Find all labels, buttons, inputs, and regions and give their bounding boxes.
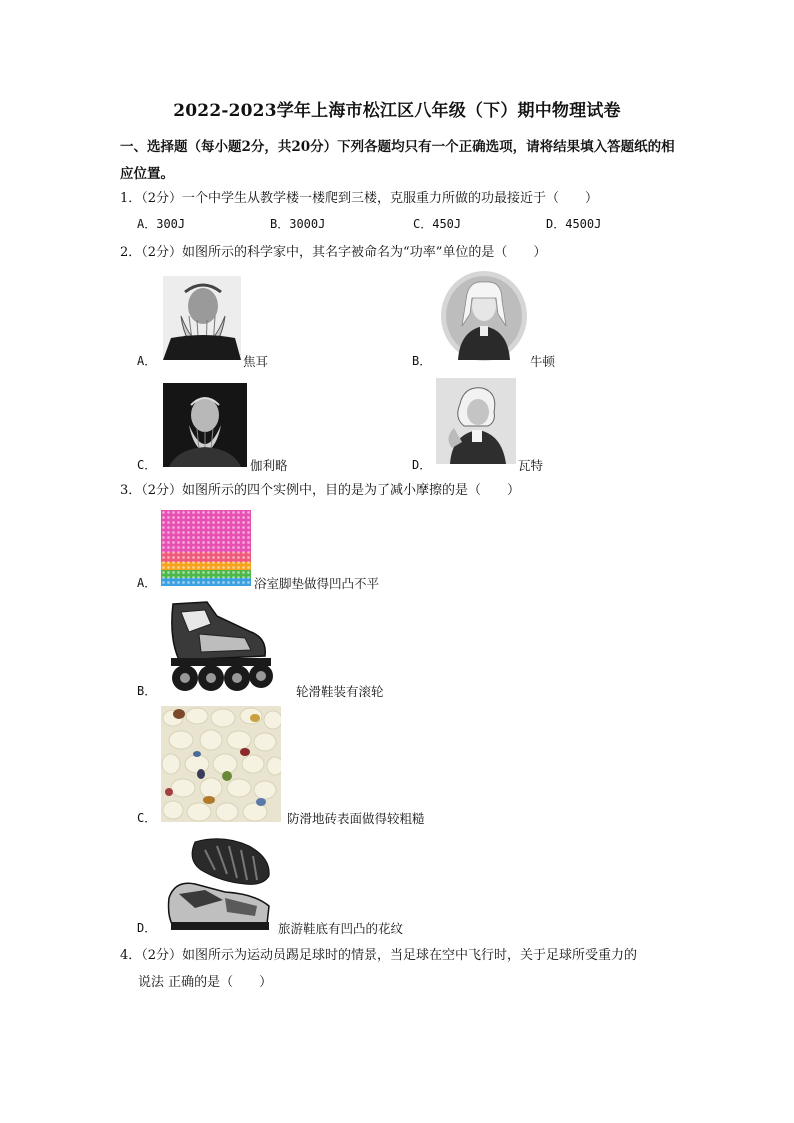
q3-label-a[interactable]: A． [137,576,157,590]
scientist-watt-portrait [436,378,516,464]
scientist-galileo-portrait [163,383,247,467]
q3-caption-b: 轮滑鞋装有滚轮 [296,684,384,699]
q1-option-b[interactable]: B．3000J [270,217,326,231]
q2-caption-b: 牛顿 [530,354,556,369]
roller-skate-image [159,598,277,696]
sneaker-sole-image [165,836,273,936]
q2-caption-a: 焦耳 [243,354,269,369]
q1-option-a[interactable]: A．300J [137,217,186,231]
question-2-stem: 2．（2分）如图所示的科学家中，其名字被命名为“功率”单位的是（ ） [120,245,547,260]
question-4-stem-line2: 说法 正确的是（ ） [138,975,273,990]
question-1-stem: 1．（2分）一个中学生从教学楼一楼爬到三楼，克服重力所做的功最接近于（ ） [120,191,599,206]
page-title: 2022-2023学年上海市松江区八年级（下）期中物理试卷 [173,101,621,121]
section-heading: 一、选择题（每小题2分，共20分）下列各题均只有一个正确选项，请将结果填入答题纸的相应位置。 [120,139,675,182]
q3-label-c[interactable]: C． [137,811,157,825]
question-4-stem-line1: 4．（2分）如图所示为运动员踢足球时的情景，当足球在空中飞行时，关于足球所受重力的 [120,948,638,963]
q3-caption-a: 浴室脚垫做得凹凸不平 [254,576,380,591]
scientist-joule-portrait [163,276,241,360]
scientist-newton-portrait [440,270,528,362]
q2-caption-c: 伽利略 [250,458,288,473]
q3-caption-d: 旅游鞋底有凹凸的花纹 [278,921,404,936]
q3-label-d[interactable]: D． [137,921,157,935]
q2-label-b[interactable]: B． [412,354,432,368]
anti-slip-tile-image [161,706,281,822]
q3-label-b[interactable]: B． [137,684,157,698]
q2-caption-d: 瓦特 [518,458,544,473]
question-3-stem: 3．（2分）如图所示的四个实例中，目的是为了减小摩擦的是（ ） [120,483,521,498]
q1-option-d[interactable]: D．4500J [546,217,602,231]
question-1-options [137,215,657,232]
q2-label-c[interactable]: C． [137,458,157,472]
q1-option-c[interactable]: C．450J [413,217,462,231]
q3-caption-c: 防滑地砖表面做得较粗糙 [287,811,425,826]
q2-label-d[interactable]: D． [412,458,432,472]
q2-label-a[interactable]: A． [137,354,157,368]
bath-mat-image [161,510,251,586]
